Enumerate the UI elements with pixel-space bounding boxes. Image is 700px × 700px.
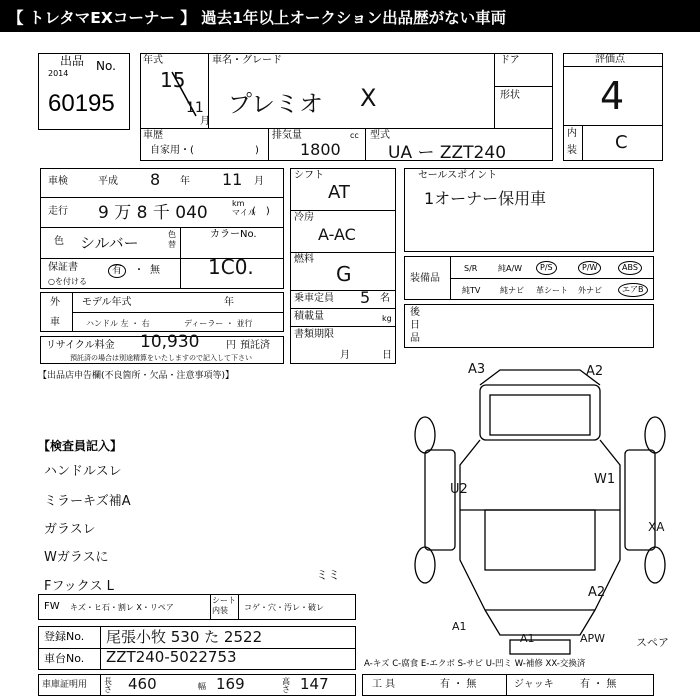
sales-value: 1オーナー保用車 xyxy=(424,189,547,208)
seat-text: コゲ・穴・汚レ・破レ xyxy=(244,603,324,612)
jack-label: ジャッキ xyxy=(514,679,554,690)
score-value: 4 xyxy=(600,74,625,118)
displacement-unit: cc xyxy=(350,131,359,140)
shaken-year: 8 xyxy=(150,170,161,189)
car-diagram xyxy=(400,360,690,660)
inspector-note-1: ハンドルスレ xyxy=(44,464,122,479)
name-label: 車名・グレード xyxy=(212,55,282,66)
mark-spare: スペア xyxy=(636,636,669,649)
recycle-note: 預託済の場合は別途精算をいたしますので記入して下さい xyxy=(70,354,252,362)
equip-aw: 純A/W xyxy=(498,264,523,273)
lot-year-tag: 2014 xyxy=(48,69,69,78)
equip-pw: P/W xyxy=(578,261,601,275)
mark-a2-top: A2 xyxy=(586,364,604,379)
load-unit: kg xyxy=(382,314,392,323)
seat-label: シート 内装 xyxy=(212,596,236,615)
history-label: 車歴 xyxy=(143,130,163,141)
mark-apw: APW xyxy=(580,632,606,645)
equip-ps: P/S xyxy=(536,261,557,275)
mileage-unit: km マイル xyxy=(232,199,256,217)
history-close: ) xyxy=(255,145,259,156)
model-year-unit: 年 xyxy=(224,297,234,308)
height-label: 高さ xyxy=(282,677,290,694)
inspector-note-4: Wガラスに xyxy=(44,550,109,565)
displacement-label: 排気量 xyxy=(272,130,302,141)
reg-label: 登録No. xyxy=(44,630,85,643)
mark-a1-mid: A1 xyxy=(520,632,535,645)
shift-value: AT xyxy=(328,182,350,203)
mileage-label: 走行 xyxy=(48,206,68,217)
inspector-label: 【検査員記入】 xyxy=(38,439,123,453)
equip-leather: 革シート xyxy=(536,286,568,295)
model-year-label: モデル年式 xyxy=(82,297,132,308)
fw-label: FW xyxy=(44,601,60,612)
name-value: プレミオ xyxy=(228,90,324,118)
recycle-label: リサイクル料金 xyxy=(46,340,115,351)
inspector-note-2: ミラーキズ補A xyxy=(44,494,131,509)
mileage-value: 9 万 8 千 040 xyxy=(98,203,208,223)
mark-xa: XA xyxy=(648,520,665,534)
width-label: 幅 xyxy=(198,682,206,691)
import-label-2: 車 xyxy=(50,317,60,328)
history-text: 自家用・( xyxy=(150,145,194,156)
header-title: 【 トレタマEXコーナー 】 過去1年以上オークション出品歴がない車両 xyxy=(8,9,507,27)
color-value: シルバー xyxy=(80,234,139,252)
color-label: 色 xyxy=(54,236,64,247)
shift-label: シフト xyxy=(294,170,324,181)
capacity-value: 5 xyxy=(360,288,371,307)
month-value: 11 xyxy=(186,100,204,116)
import-label-1: 外 xyxy=(50,297,60,308)
mark-mimi: ミミ xyxy=(316,568,341,582)
jack-value: 有 ・ 無 xyxy=(580,679,617,690)
ac-label: 冷房 xyxy=(294,212,314,223)
inspector-note-3: ガラスレ xyxy=(44,522,96,537)
length-label: 長さ xyxy=(104,677,112,694)
dealer-text: ディーラー ・ 並行 xyxy=(184,319,253,328)
rear-block xyxy=(404,304,654,348)
mileage-paren: ( ) xyxy=(252,206,270,217)
model-value: UA ー ZZT240 xyxy=(388,143,507,163)
color-no-label: カラーNo. xyxy=(210,229,257,240)
rear-l3: 品 xyxy=(410,333,420,344)
warranty-sub: ○を付ける xyxy=(48,277,87,286)
capacity-label: 乗車定員 xyxy=(294,293,334,304)
lot-no-label: No. xyxy=(96,59,116,73)
inspector-note-5: Fフックス L xyxy=(44,579,114,594)
model-label: 型式 xyxy=(370,130,390,141)
rear-l1: 後 xyxy=(410,307,420,318)
shaken-month-unit: 月 xyxy=(254,176,264,187)
length-value: 460 xyxy=(128,675,157,693)
doors-label: ドア xyxy=(500,55,520,66)
month-unit: 月 xyxy=(200,116,210,127)
interior-value: C xyxy=(615,132,628,153)
shaken-month: 11 xyxy=(222,170,243,189)
report-label: 【出品店申告欄(不良箇所・欠品・注意事項等)】 xyxy=(38,371,235,381)
equip-ext-navi: 外ナビ xyxy=(578,286,602,295)
width-value: 169 xyxy=(216,675,245,693)
fuel-value: G xyxy=(336,262,352,286)
docs-label: 書類期限 xyxy=(294,329,334,340)
year-label: 年式 xyxy=(143,55,163,66)
grade-value: X xyxy=(360,84,377,112)
ac-value: A-AC xyxy=(318,225,356,244)
equip-abs: ABS xyxy=(618,261,642,275)
docs-day: 日 xyxy=(382,350,392,361)
tools-label: 工 具 xyxy=(372,679,396,690)
shaken-year-unit: 年 xyxy=(180,176,190,187)
sales-label: セールスポイント xyxy=(418,170,498,181)
mark-a2-right: W1 xyxy=(594,472,616,487)
handle-text: ハンドル 左 ・ 右 xyxy=(86,319,150,328)
displacement-value: 1800 xyxy=(300,140,341,159)
era-label: 平成 xyxy=(98,176,118,187)
equip-tv: 純TV xyxy=(462,286,481,295)
interior-label-1: 内 xyxy=(567,128,577,139)
equip-sr: S/R xyxy=(464,264,478,273)
mark-a3: A3 xyxy=(468,362,486,377)
score-label: 評価点 xyxy=(595,54,625,65)
height-value: 147 xyxy=(300,675,329,693)
shaken-label: 車検 xyxy=(48,176,68,187)
equip-navi: 純ナビ xyxy=(500,286,524,295)
equipment-label: 装備品 xyxy=(410,273,440,284)
shape-label: 形状 xyxy=(500,90,520,101)
cert-label: 車庫証明用 xyxy=(42,680,88,690)
load-label: 積載量 xyxy=(294,311,324,322)
lot-label: 出品 xyxy=(60,54,85,68)
warranty-no: 無 xyxy=(150,265,160,276)
reg-value: 尾張小牧 530 た 2522 xyxy=(106,628,263,646)
tools-value: 有 ・ 無 xyxy=(440,679,477,690)
interior-label-2: 装 xyxy=(567,145,577,156)
recycle-value: 10,930 xyxy=(140,332,200,352)
recycle-status: 預託済 xyxy=(240,340,270,351)
legend-text: A-キズ C-腐食 E-エクボ S-サビ U-凹ミ W-補修 XX-交換済 xyxy=(364,659,586,669)
docs-unit: 月 xyxy=(340,350,350,361)
chassis-label: 車台No. xyxy=(44,652,85,665)
fw-text: キズ・ヒ石・割レ X・リペア xyxy=(70,603,174,612)
warranty-sep: ・ xyxy=(134,265,144,276)
mark-a1-left: A1 xyxy=(452,620,467,633)
equip-airbag: エアB xyxy=(618,283,648,297)
rear-l2: 日 xyxy=(410,320,420,331)
lot-number: 60195 xyxy=(48,90,115,117)
recycle-unit: 円 xyxy=(226,340,236,351)
fuel-label: 燃料 xyxy=(294,254,314,265)
chassis-value: ZZT240-5022753 xyxy=(106,648,237,666)
mark-w1: U2 xyxy=(450,482,468,497)
mark-a2-lower: A2 xyxy=(588,585,606,600)
color-no-value: 1C0. xyxy=(208,255,254,279)
year-value: 15 xyxy=(160,68,186,92)
color-change: 色替 xyxy=(168,230,176,249)
warranty-label: 保証書 xyxy=(48,262,78,273)
warranty-yes: 有 xyxy=(108,264,126,278)
capacity-unit: 名 xyxy=(380,293,390,304)
